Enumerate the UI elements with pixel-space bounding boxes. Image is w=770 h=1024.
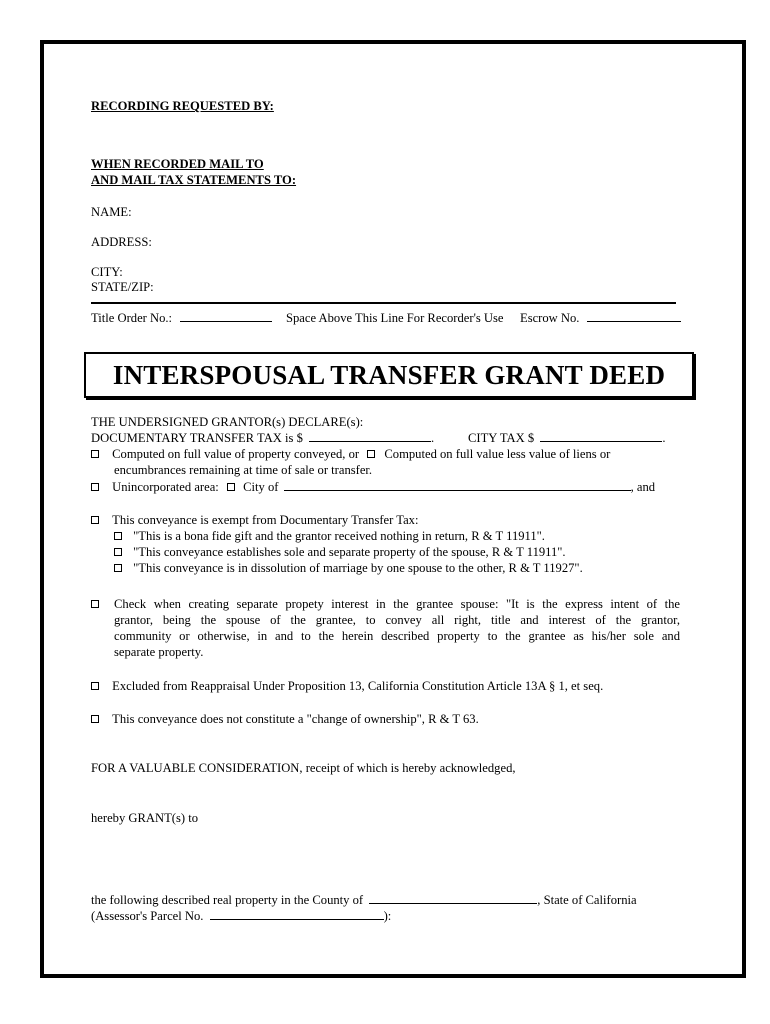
unincorporated-checkbox[interactable] (91, 483, 99, 491)
exempt-checkbox[interactable] (91, 516, 99, 524)
exempt-gift-checkbox[interactable] (114, 532, 122, 540)
consideration-text: FOR A VALUABLE CONSIDERATION, receipt of which is hereby acknowledged, (91, 761, 516, 775)
recorder-separator-line (91, 302, 676, 304)
deed-page (40, 40, 746, 978)
apn-label: (Assessor's Parcel No. (91, 909, 204, 923)
apn-close: ): (383, 909, 392, 923)
computed-less-liens-label-1: Computed on full value less value of liens or (384, 447, 611, 461)
city-of-checkbox[interactable] (227, 483, 235, 491)
name-label: NAME: (91, 205, 132, 219)
exempt-intro-label: This conveyance is exempt from Documentary Transfer Tax: (112, 513, 419, 527)
county-row (91, 892, 637, 908)
apn-field[interactable] (210, 908, 384, 920)
when-recorded-label-1: WHEN RECORDED MAIL TO (91, 157, 264, 171)
change-ownership-row (91, 711, 479, 727)
separate-property-line-3: community or otherwise, in and to the herein described property to the grantee as his/her sole and (114, 629, 680, 643)
exempt-gift-row (114, 528, 545, 544)
doc-tax-row: DOCUMENTARY TRANSFER TAX is $ . (91, 431, 435, 445)
computed-full-value-label: Computed on full value of property conveyed, or (112, 447, 360, 461)
exempt-dissolution-row (114, 560, 583, 576)
exempt-dissolution-checkbox[interactable] (114, 564, 122, 572)
prop13-checkbox[interactable] (91, 682, 99, 690)
escrow-field[interactable] (587, 310, 681, 322)
title-order-field[interactable] (180, 310, 272, 322)
computed-less-liens-checkbox[interactable] (367, 450, 375, 458)
escrow-row (520, 310, 681, 326)
title-box (84, 352, 694, 398)
title-order-row (91, 310, 272, 326)
doc-tax-label: DOCUMENTARY TRANSFER TAX is $ (91, 431, 303, 445)
separate-property-checkbox-wrap (91, 596, 99, 612)
city-tax-row: CITY TAX $ . (468, 431, 666, 445)
county-label: the following described real property in the County of (91, 893, 364, 907)
space-above-label: Space Above This Line For Recorder's Use (286, 311, 504, 325)
grantor-declares: THE UNDERSIGNED GRANTOR(s) DECLARE(s): (91, 415, 364, 429)
address-label: ADDRESS: (91, 235, 152, 249)
when-recorded-label-2: AND MAIL TAX STATEMENTS TO: (91, 173, 297, 187)
separate-property-checkbox[interactable] (91, 600, 99, 608)
unincorporated-label: Unincorporated area: (112, 480, 219, 494)
prop13-label: Excluded from Reappraisal Under Proposition 13, California Constitution Article 13A § 1, et seq. (112, 679, 604, 693)
doc-tax-field[interactable] (309, 430, 431, 442)
escrow-label: Escrow No. (520, 311, 580, 325)
recording-requested-by-label: RECORDING REQUESTED BY: (91, 99, 274, 113)
city-tax-label: CITY TAX $ (468, 431, 535, 445)
city-tax-field[interactable] (540, 430, 662, 442)
state-label: , State of California (537, 893, 637, 907)
exempt-separate-label: "This conveyance establishes sole and separate property of the spouse, R & T 11911". (133, 545, 566, 559)
exempt-gift-label: "This is a bona fide gift and the grantor received nothing in return, R & T 11911". (133, 529, 545, 543)
statezip-label: STATE/ZIP: (91, 280, 154, 294)
exempt-separate-checkbox[interactable] (114, 548, 122, 556)
computed-full-value-checkbox[interactable] (91, 450, 99, 458)
exempt-intro-row (91, 512, 418, 528)
unincorporated-row (91, 479, 655, 495)
document-title: INTERSPOUSAL TRANSFER GRANT DEED (112, 360, 666, 390)
apn-row (91, 908, 391, 924)
exempt-separate-row (114, 544, 566, 560)
separate-property-line-2: grantor, being the spouse of the grantee, to convey all right, title and interest of the grantor, (114, 613, 680, 627)
city-of-field[interactable] (284, 479, 631, 491)
city-label: CITY: (91, 265, 123, 279)
separate-property-line-1: Check when creating separate propety interest in the grantee spouse: "It is the express intent of the (114, 597, 680, 611)
exempt-dissolution-label: "This conveyance is in dissolution of marriage by one spouse to the other, R & T 11927". (133, 561, 583, 575)
computed-full-value-row (91, 446, 610, 462)
county-field[interactable] (369, 892, 537, 904)
title-order-label: Title Order No.: (91, 311, 173, 325)
computed-less-liens-label-2: encumbrances remaining at time of sale or transfer. (114, 463, 373, 477)
and-label: , and (630, 480, 656, 494)
change-ownership-checkbox[interactable] (91, 715, 99, 723)
grant-to-text: hereby GRANT(s) to (91, 811, 199, 825)
separate-property-line-4: separate property. (114, 645, 204, 659)
change-ownership-label: This conveyance does not constitute a "change of ownership", R & T 63. (112, 712, 479, 726)
city-of-label: City of (243, 480, 279, 494)
prop13-row (91, 678, 603, 694)
